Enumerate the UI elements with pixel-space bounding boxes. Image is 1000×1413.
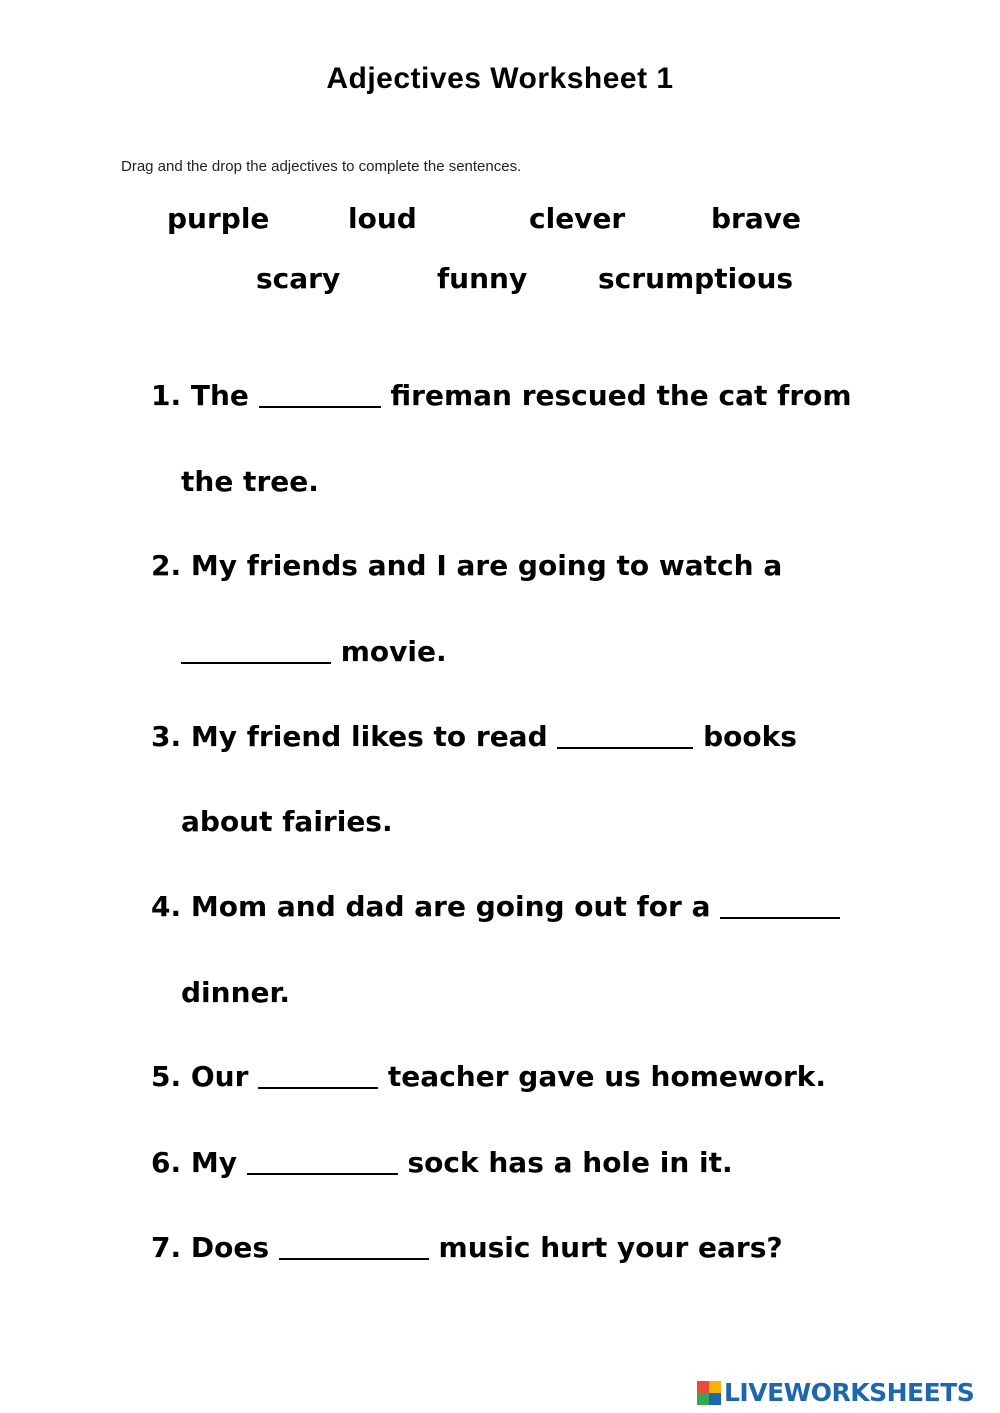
- sentence-number: 4.: [151, 890, 182, 923]
- sentence-text: Mom and dad are going out for a: [190, 890, 711, 923]
- answer-blank-7[interactable]: [279, 1234, 429, 1260]
- sentence-5: [151, 1060, 827, 1093]
- sentence-3-continued: about fairies.: [181, 805, 393, 838]
- sentence-text: Does: [190, 1231, 270, 1264]
- sentence-text: music hurt your ears?: [438, 1231, 783, 1264]
- liveworksheets-logo-icon: [697, 1381, 721, 1405]
- word-brave[interactable]: brave: [711, 202, 801, 235]
- sentence-number: 7.: [151, 1231, 182, 1264]
- logo-text: LIVEWORKSHEETS: [724, 1378, 975, 1407]
- sentence-text: fireman rescued the cat from: [390, 379, 852, 412]
- word-loud[interactable]: loud: [348, 202, 417, 235]
- sentence-text: books: [703, 720, 797, 753]
- sentence-text: Our: [190, 1060, 249, 1093]
- sentence-text: sock has a hole in it.: [407, 1146, 733, 1179]
- sentence-7: [151, 1231, 783, 1264]
- sentence-text: My friends and I are going to watch a: [190, 549, 783, 582]
- sentence-number: 6.: [151, 1146, 182, 1179]
- sentence-2: [151, 549, 783, 582]
- sentence-1-continued: the tree.: [181, 465, 319, 498]
- sentence-text: movie.: [340, 635, 447, 668]
- sentence-number: 1.: [151, 379, 182, 412]
- answer-blank-3[interactable]: [557, 723, 693, 749]
- sentence-3: [151, 720, 797, 753]
- sentence-text: My friend likes to read: [190, 720, 548, 753]
- worksheet-title: Adjectives Worksheet 1: [326, 62, 674, 95]
- answer-blank-1[interactable]: [259, 382, 381, 408]
- instructions-text: Drag and the drop the adjectives to complete the sentences.: [121, 158, 522, 175]
- sentence-number: 2.: [151, 549, 182, 582]
- word-scrumptious[interactable]: scrumptious: [598, 262, 794, 295]
- sentence-text: The: [190, 379, 249, 412]
- sentence-6: [151, 1146, 733, 1179]
- answer-blank-6[interactable]: [247, 1149, 398, 1175]
- sentence-2-continued: [181, 635, 447, 668]
- sentence-1: [151, 379, 852, 412]
- sentence-4-continued: dinner.: [181, 976, 290, 1009]
- word-scary[interactable]: scary: [256, 262, 341, 295]
- sentence-number: 3.: [151, 720, 182, 753]
- answer-blank-2[interactable]: [181, 638, 331, 664]
- word-funny[interactable]: funny: [437, 262, 528, 295]
- sentence-text: My: [190, 1146, 237, 1179]
- answer-blank-4[interactable]: [720, 893, 840, 919]
- answer-blank-5[interactable]: [258, 1063, 378, 1089]
- word-purple[interactable]: purple: [167, 202, 270, 235]
- word-clever[interactable]: clever: [529, 202, 626, 235]
- sentence-text: teacher gave us homework.: [387, 1060, 827, 1093]
- liveworksheets-logo: [697, 1378, 974, 1407]
- sentence-number: 5.: [151, 1060, 182, 1093]
- sentence-4: [151, 890, 840, 923]
